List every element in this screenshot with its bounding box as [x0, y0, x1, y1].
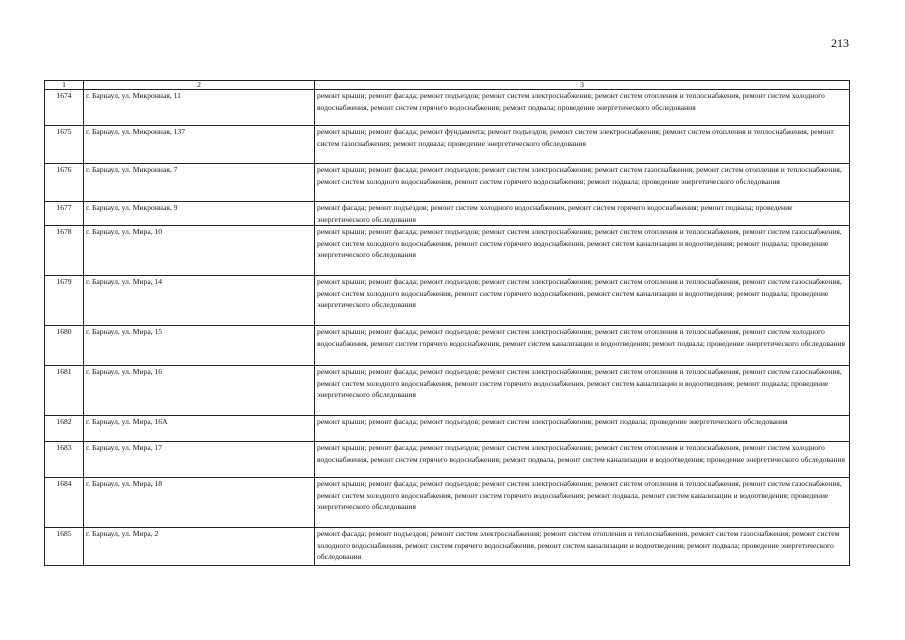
row-number: 1676 — [45, 164, 84, 202]
row-number: 1675 — [45, 126, 84, 164]
column-header-address: 2 — [84, 81, 315, 90]
table-header-row — [45, 81, 850, 90]
page-number: 213 — [831, 36, 849, 50]
table-row — [45, 276, 850, 326]
table-row — [45, 416, 850, 442]
table-row — [45, 366, 850, 416]
row-address: г. Барнаул, ул. Мира, 18 — [84, 478, 315, 528]
row-number: 1679 — [45, 276, 84, 326]
table-row — [45, 126, 850, 164]
column-header-works: 3 — [315, 81, 850, 90]
row-address: г. Барнаул, ул. Мира, 2 — [84, 528, 315, 566]
row-number: 1680 — [45, 326, 84, 366]
row-number: 1674 — [45, 90, 84, 126]
table-row — [45, 202, 850, 226]
row-works: ремонт крыши; ремонт фасада; ремонт подъездов; ремонт систем электроснабжения; ремонт систем отопления и теплоснабжения, ремонт систем газоснабжения, ремонт систем холодного водоснабжения, ремонт систем горячего водоснабжения, ремонт систем канализации и водоотведения; ремонт подвала; проведение энергетического обследования — [315, 226, 850, 276]
row-address: г. Барнаул, ул. Мира, 17 — [84, 442, 315, 478]
row-works: ремонт крыши; ремонт фасада; ремонт фундамента; ремонт подъездов; ремонт систем электроснабжения; ремонт систем отопления и теплоснабжения, ремонт систем газоснабжения; ремонт подвала; проведение энергетического обследования — [315, 126, 850, 164]
row-number: 1685 — [45, 528, 84, 566]
row-address: г. Барнаул, ул. Мира, 14 — [84, 276, 315, 326]
row-number: 1678 — [45, 226, 84, 276]
row-works: ремонт крыши; ремонт фасада; ремонт подъездов; ремонт систем электроснабжения; ремонт систем отопления и теплоснабжения, ремонт систем газоснабжения, ремонт систем холодного водоснабжения, ремонт систем горячего водоснабжения; ремонт подвала, ремонт систем канализации и водоотведения; проведение энергетического обследования — [315, 478, 850, 528]
column-header-number: 1 — [45, 81, 84, 90]
row-works: ремонт крыши; ремонт фасада; ремонт подъездов; ремонт систем электроснабжения; ремонт систем отопления и теплоснабжения, ремонт систем холодного водоснабжения, ремонт систем горячего водоснабжения; ремонт подвала; проведение энергетического обследования — [315, 90, 850, 126]
row-number: 1681 — [45, 366, 84, 416]
row-address: г. Барнаул, ул. Мира, 16 — [84, 366, 315, 416]
row-works: ремонт крыши; ремонт фасада; ремонт подъездов; ремонт систем электроснабжения; ремонт систем отопления и теплоснабжения, ремонт систем газоснабжения, ремонт систем холодного водоснабжения, ремонт систем горячего водоснабжения, ремонт систем канализации и водоотведения; ремонт подвала; проведение энергетического обследования — [315, 276, 850, 326]
row-works: ремонт фасада; ремонт подъездов; ремонт систем холодного водоснабжения, ремонт систем горячего водоснабжения; ремонт подвала; проведение энергетического обследования — [315, 202, 850, 226]
row-number: 1684 — [45, 478, 84, 528]
row-address: г. Барнаул, ул. Мира, 15 — [84, 326, 315, 366]
row-works: ремонт крыши; ремонт фасада; ремонт подъездов; ремонт систем электроснабжения; ремонт систем газоснабжения, ремонт систем отопления и теплоснабжения, ремонт систем холодного водоснабжения, ремонт систем горячего водоснабжения; ремонт подвала; проведение энергетического обследования — [315, 164, 850, 202]
repair-registry-table — [44, 80, 850, 566]
row-works: ремонт крыши; ремонт фасада; ремонт подъездов; ремонт систем электроснабжения; ремонт систем отопления и теплоснабжения, ремонт систем холодного водоснабжения, ремонт систем горячего водоснабжения; ремонт подвала, ремонт систем канализации и водоотведения; проведение энергетического обследования — [315, 442, 850, 478]
row-works: ремонт фасада; ремонт подъездов; ремонт систем электроснабжения; ремонт систем отопления и теплоснабжения, ремонт систем газоснабжения, ремонт систем холодного водоснабжения, ремонт систем горячего водоснабжения, ремонт систем канализации и водоотведения; ремонт подвала; проведение энергетического обследования — [315, 528, 850, 566]
table-row — [45, 442, 850, 478]
row-address: г. Барнаул, ул. Мира, 16А — [84, 416, 315, 442]
row-address: г. Барнаул, ул. Микронная, 7 — [84, 164, 315, 202]
row-number: 1683 — [45, 442, 84, 478]
row-address: г. Барнаул, ул. Микронная, 9 — [84, 202, 315, 226]
table-row — [45, 90, 850, 126]
row-number: 1682 — [45, 416, 84, 442]
table-row — [45, 528, 850, 566]
table-row — [45, 478, 850, 528]
row-works: ремонт крыши; ремонт фасада; ремонт подъездов; ремонт систем электроснабжения; ремонт подвала; проведение энергетического обследования — [315, 416, 850, 442]
table-row — [45, 226, 850, 276]
row-address: г. Барнаул, ул. Микронная, 11 — [84, 90, 315, 126]
row-number: 1677 — [45, 202, 84, 226]
row-works: ремонт крыши; ремонт фасада; ремонт подъездов; ремонт систем электроснабжения; ремонт систем отопления и теплоснабжения, ремонт систем газоснабжения, ремонт систем холодного водоснабжения, ремонт систем горячего водоснабжения, ремонт систем канализации и водоотведения; ремонт подвала; проведение энергетического обследования — [315, 366, 850, 416]
row-works: ремонт крыши; ремонт фасада; ремонт подъездов; ремонт систем электроснабжения; ремонт систем отопления и теплоснабжения, ремонт систем холодного водоснабжения, ремонт систем горячего водоснабжения, ремонт систем канализации и водоотведения; ремонт подвала; проведение энергетического обследования — [315, 326, 850, 366]
row-address: г. Барнаул, ул. Мира, 10 — [84, 226, 315, 276]
table-row — [45, 164, 850, 202]
row-address: г. Барнаул, ул. Микронная, 137 — [84, 126, 315, 164]
table-row — [45, 326, 850, 366]
